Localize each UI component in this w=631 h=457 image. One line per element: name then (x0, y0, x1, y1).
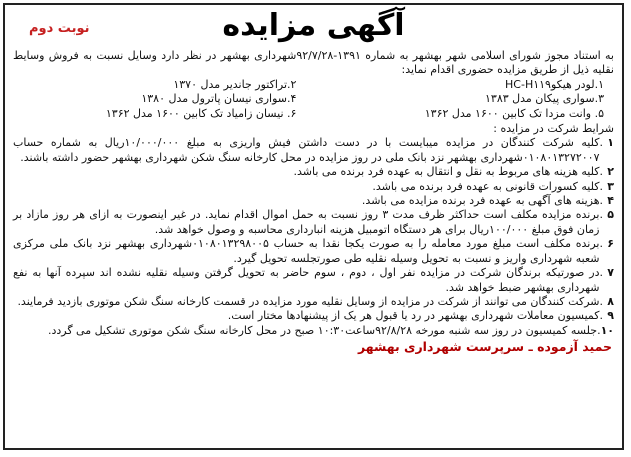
condition-item: ۹ . کمیسیون معاملات شهرداری بهشهر در رد یا قبول هر یک از پیشنهادها مختار است. (13, 309, 614, 323)
vehicle-list (13, 78, 604, 121)
signature: حمید آزموده ـ سرپرست شهرداری بهشهر (357, 339, 612, 355)
condition-item: ۴ . هزینه های آگهی به عهده فرد برنده مزایده می باشد. (13, 194, 614, 208)
condition-text: کمیسیون معاملات شهرداری بهشهر در رد یا قبول هر یک از پیشنهادها مختار است. (227, 309, 600, 323)
condition-text: برنده مزایده مکلف است حداکثر ظرف مدت ۳ روز نسبت به حمل اموال اقدام نماید. در غیر اینصورت به ازای هر روز مازاد بر زمان فوق مبلغ ۱۰۰/۰۰۰ریال برای هر دستگاه اتومبیل هزینه انبارداری محاسبه و وصول خواهد شد. (13, 208, 600, 236)
condition-number: ۱ (607, 136, 614, 150)
condition-number: ۴ (607, 194, 614, 208)
condition-number: ۲ (607, 165, 614, 179)
condition-text: کلیه هزینه های مربوط به نقل و انتقال به عهده فرد برنده می باشد. (293, 165, 600, 179)
conditions-title: شرایط شرکت در مزایده : (493, 122, 614, 136)
header (5, 5, 622, 49)
condition-text: کلیه کسورات قانونی به عهده فرد برنده می باشد. (372, 179, 600, 193)
advertisement (3, 3, 624, 450)
condition-text: جلسه کمیسیون در روز سه شنبه مورخه ۹۲/۸/۲۸ساعت۱۰:۳۰ صبح در محل کارخانه سنگ شکن موتوری تشکیل می گردد. (47, 323, 598, 337)
condition-number: ۹ (607, 309, 614, 323)
condition-item: ۱۰ . جلسه کمیسیون در روز سه شنبه مورخه ۹۲/۸/۲۸ساعت۱۰:۳۰ صبح در محل کارخانه سنگ شکن موتوری تشکیل می گردد. (13, 324, 614, 338)
condition-item: ۵ . برنده مزایده مکلف است حداکثر ظرف مدت ۳ روز نسبت به حمل اموال اقدام نماید. در غیر اینصورت به ازای هر روز مازاد بر زمان فوق مبلغ ۱۰۰/۰۰۰ریال برای هر دستگاه اتومبیل هزینه انبارداری محاسبه و وصول خواهد شد. (13, 208, 614, 236)
condition-number: ۶ (607, 237, 614, 251)
condition-item: ۸ . شرکت کنندگان می توانند از شرکت در مزایده از وسایل نقلیه مورد مزایده در قسمت کارخانه سنگ شکن موتوری بازدید فرمایند. (13, 295, 614, 309)
condition-text: در صورتیکه برندگان شرکت در مزایده نفر اول ، دوم ، سوم حاضر به تحویل گرفتن وسیله نقلیه نشده اند سپرده آنها به نفع شهرداری بهشهر ضبط خواهد شد. (13, 266, 600, 294)
condition-item: ۳ . کلیه کسورات قانونی به عهده فرد برنده می باشد. (13, 180, 614, 194)
condition-item: ۱ . کلیه شرکت کنندگان در مزایده میبایست با در دست داشتن فیش واریزی به مبلغ ۱۰/۰۰۰/۰۰۰ریال به شماره حساب ۰۱۰۸۰۱۳۲۷۲۰۰۷شهرداری بهشهر نزد بانک ملی در روز مزایده در محل کارخانه سنگ شکن شهرداری بهشهر حضور داشته باشند. (13, 136, 614, 164)
condition-number: ۳ (607, 179, 614, 193)
list-item: ۴.سواری نیسان پاترول مدل ۱۳۸۰ (141, 92, 297, 106)
condition-item: ۶ . برنده مکلف است مبلغ مورد معامله را به صورت یکجا نقدا به حساب ۰۱۰۸۰۱۳۲۹۸۰۰۵شهرداری بهشهر نزد بانک ملی مرکزی شعبه شهرداری واریز و نسبت به تحویل وسیله نقلیه طی صورتجلسه تحویل گیرد. (13, 237, 614, 265)
condition-item: ۲ . کلیه هزینه های مربوط به نقل و انتقال به عهده فرد برنده می باشد. (13, 165, 614, 179)
condition-text: شرکت کنندگان می توانند از شرکت در مزایده از وسایل نقلیه مورد مزایده در قسمت کارخانه سنگ شکن موتوری بازدید فرمایند. (17, 294, 600, 308)
intro-text: به استناد مجوز شورای اسلامی شهر بهشهر به شماره ۱۳۹۱-۹۲/۷/۲۸شهرداری بهشهر در نظر دارد وسایل نسبت به فروش وسایط نقلیه ذیل از طریق مزایده حضوری اقدام نماید: (13, 49, 614, 77)
ad-body (5, 49, 622, 355)
conditions-list (13, 136, 614, 338)
condition-text: کلیه شرکت کنندگان در مزایده میبایست با در دست داشتن فیش واریزی به مبلغ ۱۰/۰۰۰/۰۰۰ریال به شماره حساب ۰۱۰۸۰۱۳۲۷۲۰۰۷شهرداری بهشهر نزد بانک ملی در روز مزایده در محل کارخانه سنگ شکن شهرداری بهشهر حضور داشته باشند. (13, 136, 600, 164)
condition-text: برنده مکلف است مبلغ مورد معامله را به صورت یکجا نقدا به حساب ۰۱۰۸۰۱۳۲۹۸۰۰۵شهرداری بهشهر نزد بانک ملی مرکزی شعبه شهرداری واریز و نسبت به تحویل وسیله نقلیه طی صورتجلسه تحویل گیرد. (13, 237, 600, 265)
list-item: ۱.لودر هیکوHC-H۱۱۹ (505, 77, 604, 91)
condition-text: هزینه های آگهی به عهده فرد برنده مزایده می باشد. (361, 194, 600, 208)
list-item: ۵. وانت مزدا تک کابین ۱۶۰۰ مدل ۱۳۶۲ (424, 106, 604, 120)
list-item: ۶. نیسان زامیاد تک کابین ۱۶۰۰ مدل ۱۳۶۲ (105, 106, 297, 120)
round-label: نوبت دوم (29, 21, 90, 36)
condition-number: ۱۰ (600, 323, 614, 337)
condition-item: ۷ . در صورتیکه برندگان شرکت در مزایده نفر اول ، دوم ، سوم حاضر به تحویل گرفتن وسیله نقلیه نشده اند سپرده آنها به نفع شهرداری بهشهر ضبط خواهد شد. (13, 266, 614, 294)
condition-number: ۸ (607, 294, 614, 308)
list-item: ۳.سواری پیکان مدل ۱۳۸۳ (485, 92, 604, 106)
condition-number: ۷ (607, 266, 614, 280)
list-item: ۲.تراکتور جاندیر مدل ۱۳۷۰ (173, 77, 297, 91)
ad-title: آگهی مزایده (222, 8, 405, 43)
condition-number: ۵ (607, 208, 614, 222)
